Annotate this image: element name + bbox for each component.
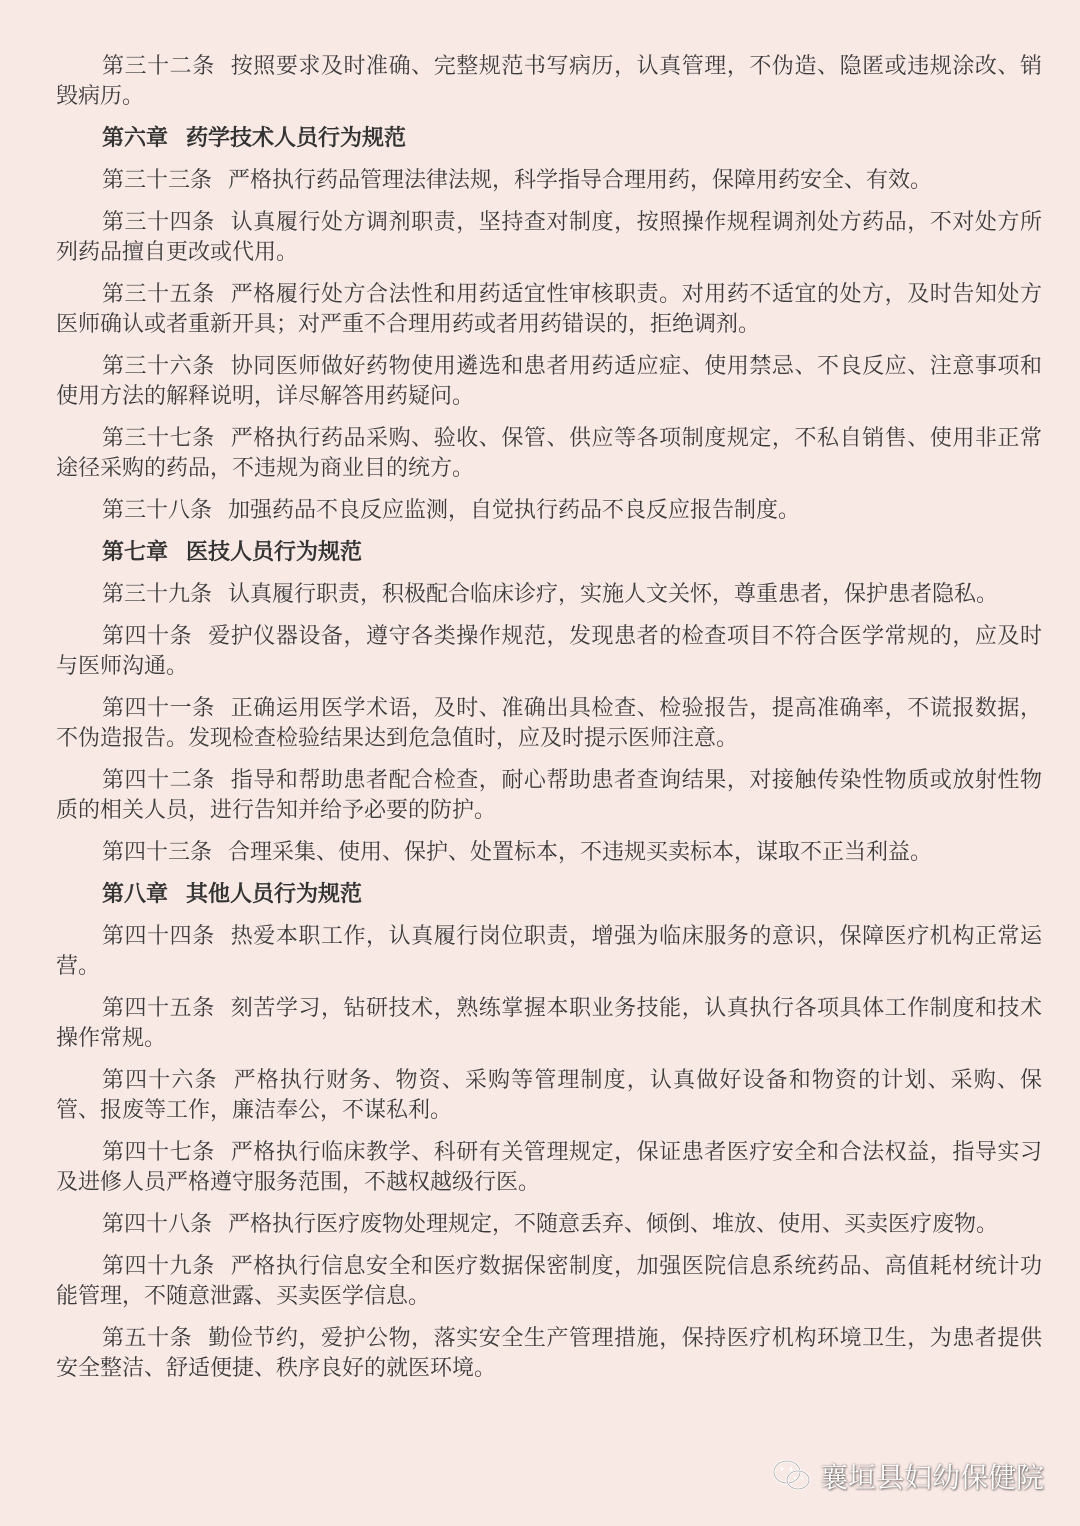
article-text: 严格执行财务、物资、采购等管理制度，认真做好设备和物资的计划、采购、保管、报废等工作，廉洁奉公，不谋私利。	[56, 1068, 1042, 1123]
article-paragraph	[56, 994, 1042, 1054]
article-number: 第四十七条	[102, 1140, 215, 1165]
document-page	[56, 52, 1042, 1396]
article-number: 第四十五条	[102, 996, 215, 1021]
article-text: 严格执行药品采购、验收、保管、供应等各项制度规定，不私自销售、使用非正常途径采购的药品，不违规为商业目的统方。	[56, 426, 1042, 481]
article-text: 刻苦学习，钻研技术，熟练掌握本职业务技能，认真执行各项具体工作制度和技术操作常规。	[56, 996, 1042, 1051]
article-number: 第四十四条	[102, 924, 215, 949]
article-paragraph	[56, 496, 1042, 526]
chapter-number: 第六章	[102, 126, 169, 151]
article-paragraph	[56, 208, 1042, 268]
chapter-number: 第八章	[102, 882, 169, 907]
article-text: 严格履行处方合法性和用药适宜性审核职责。对用药不适宜的处方，及时告知处方医师确认或者重新开具；对严重不合理用药或者用药错误的，拒绝调剂。	[56, 282, 1042, 337]
article-number: 第四十八条	[102, 1212, 213, 1237]
article-paragraph	[56, 1066, 1042, 1126]
article-number: 第三十四条	[102, 210, 215, 235]
article-paragraph	[56, 1210, 1042, 1240]
article-text: 认真履行处方调剂职责，坚持查对制度，按照操作规程调剂处方药品，不对处方所列药品擅自更改或代用。	[56, 210, 1042, 265]
article-number: 第五十条	[102, 1326, 193, 1351]
article-text: 加强药品不良反应监测，自觉执行药品不良反应报告制度。	[228, 498, 801, 523]
article-text: 严格执行医疗废物处理规定，不随意丢弃、倾倒、堆放、使用、买卖医疗废物。	[228, 1212, 999, 1237]
article-number: 第四十三条	[102, 840, 213, 865]
article-paragraph	[56, 352, 1042, 412]
article-number: 第四十六条	[102, 1068, 218, 1093]
watermark-text: 襄垣县妇幼保健院	[819, 1461, 1044, 1494]
article-number: 第三十九条	[102, 582, 213, 607]
article-number: 第三十三条	[102, 168, 213, 193]
article-text: 严格执行信息安全和医疗数据保密制度，加强医院信息系统药品、高值耗材统计功能管理，不随意泄露、买卖医学信息。	[56, 1254, 1042, 1309]
article-paragraph	[56, 166, 1042, 196]
article-text: 协同医师做好药物使用遴选和患者用药适应症、使用禁忌、不良反应、注意事项和使用方法的解释说明，详尽解答用药疑问。	[56, 354, 1042, 409]
article-text: 合理采集、使用、保护、处置标本，不违规买卖标本，谋取不正当利益。	[228, 840, 933, 865]
chapter-heading	[102, 538, 1042, 568]
article-number: 第四十条	[102, 624, 193, 649]
article-paragraph	[56, 280, 1042, 340]
wechat-watermark	[772, 1456, 1044, 1496]
article-paragraph	[56, 838, 1042, 868]
chapter-title: 医技人员行为规范	[186, 540, 363, 565]
article-number: 第四十一条	[102, 696, 215, 721]
article-paragraph	[56, 1252, 1042, 1312]
chapter-heading	[102, 124, 1042, 154]
article-number: 第三十八条	[102, 498, 213, 523]
article-number: 第四十九条	[102, 1254, 215, 1279]
article-number: 第三十二条	[102, 54, 215, 79]
article-text: 爱护仪器设备，遵守各类操作规范，发现患者的检查项目不符合医学常规的，应及时与医师沟通。	[56, 624, 1042, 679]
article-paragraph	[56, 1324, 1042, 1384]
wechat-icon	[772, 1459, 812, 1493]
article-number: 第三十七条	[102, 426, 215, 451]
article-paragraph	[56, 1138, 1042, 1198]
article-number: 第三十五条	[102, 282, 215, 307]
article-text: 严格执行临床教学、科研有关管理规定，保证患者医疗安全和合法权益，指导实习及进修人员严格遵守服务范围，不越权越级行医。	[56, 1140, 1042, 1195]
article-text: 认真履行职责，积极配合临床诊疗，实施人文关怀，尊重患者，保护患者隐私。	[228, 582, 999, 607]
article-paragraph	[56, 622, 1042, 682]
article-paragraph	[56, 922, 1042, 982]
article-number: 第三十六条	[102, 354, 215, 379]
article-paragraph	[56, 424, 1042, 484]
article-text: 勤俭节约，爱护公物，落实安全生产管理措施，保持医疗机构环境卫生，为患者提供安全整洁、舒适便捷、秩序良好的就医环境。	[56, 1326, 1042, 1381]
article-text: 按照要求及时准确、完整规范书写病历，认真管理，不伪造、隐匿或违规涂改、销毁病历。	[56, 54, 1042, 109]
chapter-title: 药学技术人员行为规范	[186, 126, 407, 151]
article-paragraph	[56, 52, 1042, 112]
article-text: 指导和帮助患者配合检查，耐心帮助患者查询结果，对接触传染性物质或放射性物质的相关人员，进行告知并给予必要的防护。	[56, 768, 1042, 823]
article-text: 热爱本职工作，认真履行岗位职责，增强为临床服务的意识，保障医疗机构正常运营。	[56, 924, 1042, 979]
article-text: 正确运用医学术语，及时、准确出具检查、检验报告，提高准确率，不谎报数据，不伪造报告。发现检查检验结果达到危急值时，应及时提示医师注意。	[56, 696, 1042, 751]
chapter-heading	[102, 880, 1042, 910]
article-text: 严格执行药品管理法律法规，科学指导合理用药，保障用药安全、有效。	[228, 168, 933, 193]
article-paragraph	[56, 766, 1042, 826]
chapter-title: 其他人员行为规范	[186, 882, 363, 907]
article-paragraph	[56, 580, 1042, 610]
article-paragraph	[56, 694, 1042, 754]
chapter-number: 第七章	[102, 540, 169, 565]
article-number: 第四十二条	[102, 768, 215, 793]
